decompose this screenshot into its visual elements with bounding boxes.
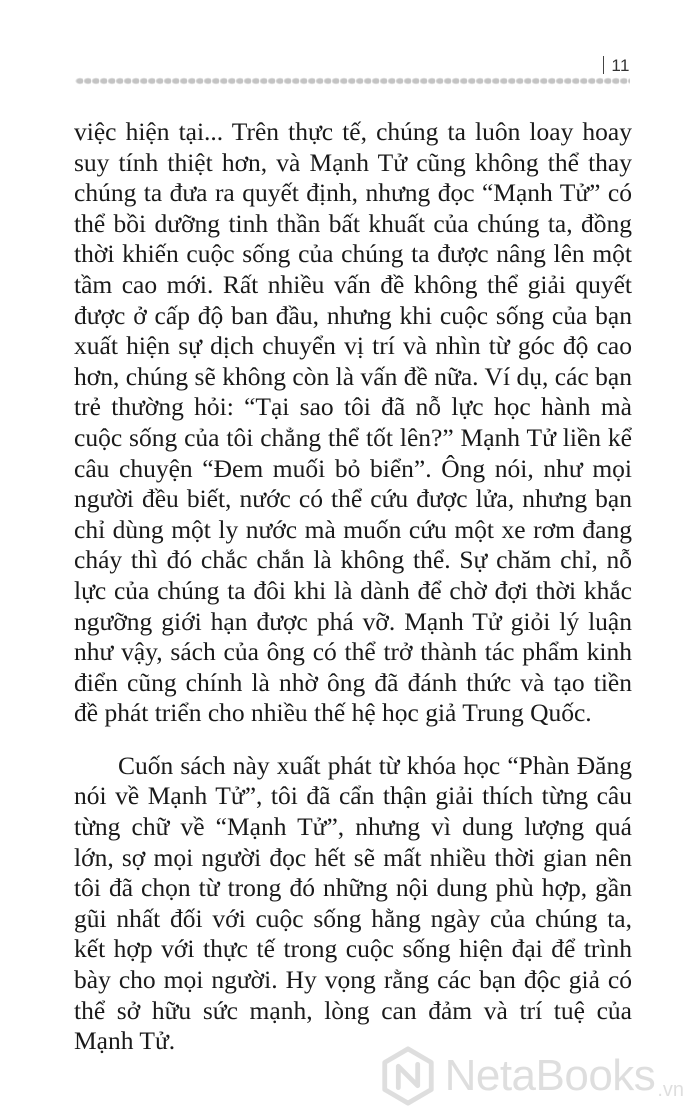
page-number — [603, 56, 630, 76]
watermark — [377, 1038, 684, 1114]
body-text — [74, 117, 632, 1057]
page-number-value: 11 — [611, 56, 630, 75]
header-dotted-rule — [75, 76, 630, 86]
watermark-brand: NetaBooks — [444, 1051, 656, 1100]
page-number-separator — [603, 56, 605, 74]
page-header — [0, 0, 700, 90]
watermark-domain: .vn — [657, 1079, 684, 1101]
paragraph: việc hiện tại... Trên thực tế, chúng ta luôn loay hoay suy tính thiệt hơn, và Mạnh Tử cũng không thể thay chúng ta đưa ra quyết định, nhưng đọc “Mạnh Tử” có thể bồi dưỡng tinh thần bất khuất của chúng ta, đồng thời khiến cuộc sống của chúng ta được nâng lên một tầm cao mới. Rất nhiều vấn đề không thể giải quyết được ở cấp độ ban đầu, nhưng khi cuộc sống của bạn xuất hiện sự dịch chuyển vị trí và nhìn từ góc độ cao hơn, chúng sẽ không còn là vấn đề nữa. Ví dụ, các bạn trẻ thường hỏi: “Tại sao tôi đã nỗ lực học hành mà cuộc sống của tôi chẳng thể tốt lên?” Mạnh Tử liền kể câu chuyện “Đem muối bỏ biển”. Ông nói, như mọi người đều biết, nước có thể cứu được lửa, nhưng bạn chỉ dùng một ly nước mà muốn cứu một xe rơm đang cháy thì đó chắc chắn là không thể. Sự chăm chỉ, nỗ lực của chúng ta đôi khi là dành để chờ đợi thời khắc ngưỡng giới hạn được phá vỡ. Mạnh Tử giỏi lý luận như vậy, sách của ông có thể trở thành tác phẩm kinh điển cũng chính là nhờ ông đã đánh thức và tạo tiền đề phát triển cho nhiều thế hệ học giả Trung Quốc. — [74, 117, 632, 728]
netabooks-logo-icon — [377, 1045, 439, 1107]
paragraph: Cuốn sách này xuất phát từ khóa học “Phàn Đăng nói về Mạnh Tử”, tôi đã cẩn thận giải thích từng câu từng chữ về “Mạnh Tử”, nhưng vì dung lượng quá lớn, sợ mọi người đọc hết sẽ mất nhiều thời gian nên tôi đã chọn từ trong đó những nội dung phù hợp, gần gũi nhất đối với cuộc sống hằng ngày của chúng ta, kết hợp với thực tế trong cuộc sống hiện đại để trình bày cho mọi người. Hy vọng rằng các bạn độc giả có thể sở hữu sức mạnh, lòng can đảm và trí tuệ của Mạnh Tử. — [74, 750, 632, 1056]
